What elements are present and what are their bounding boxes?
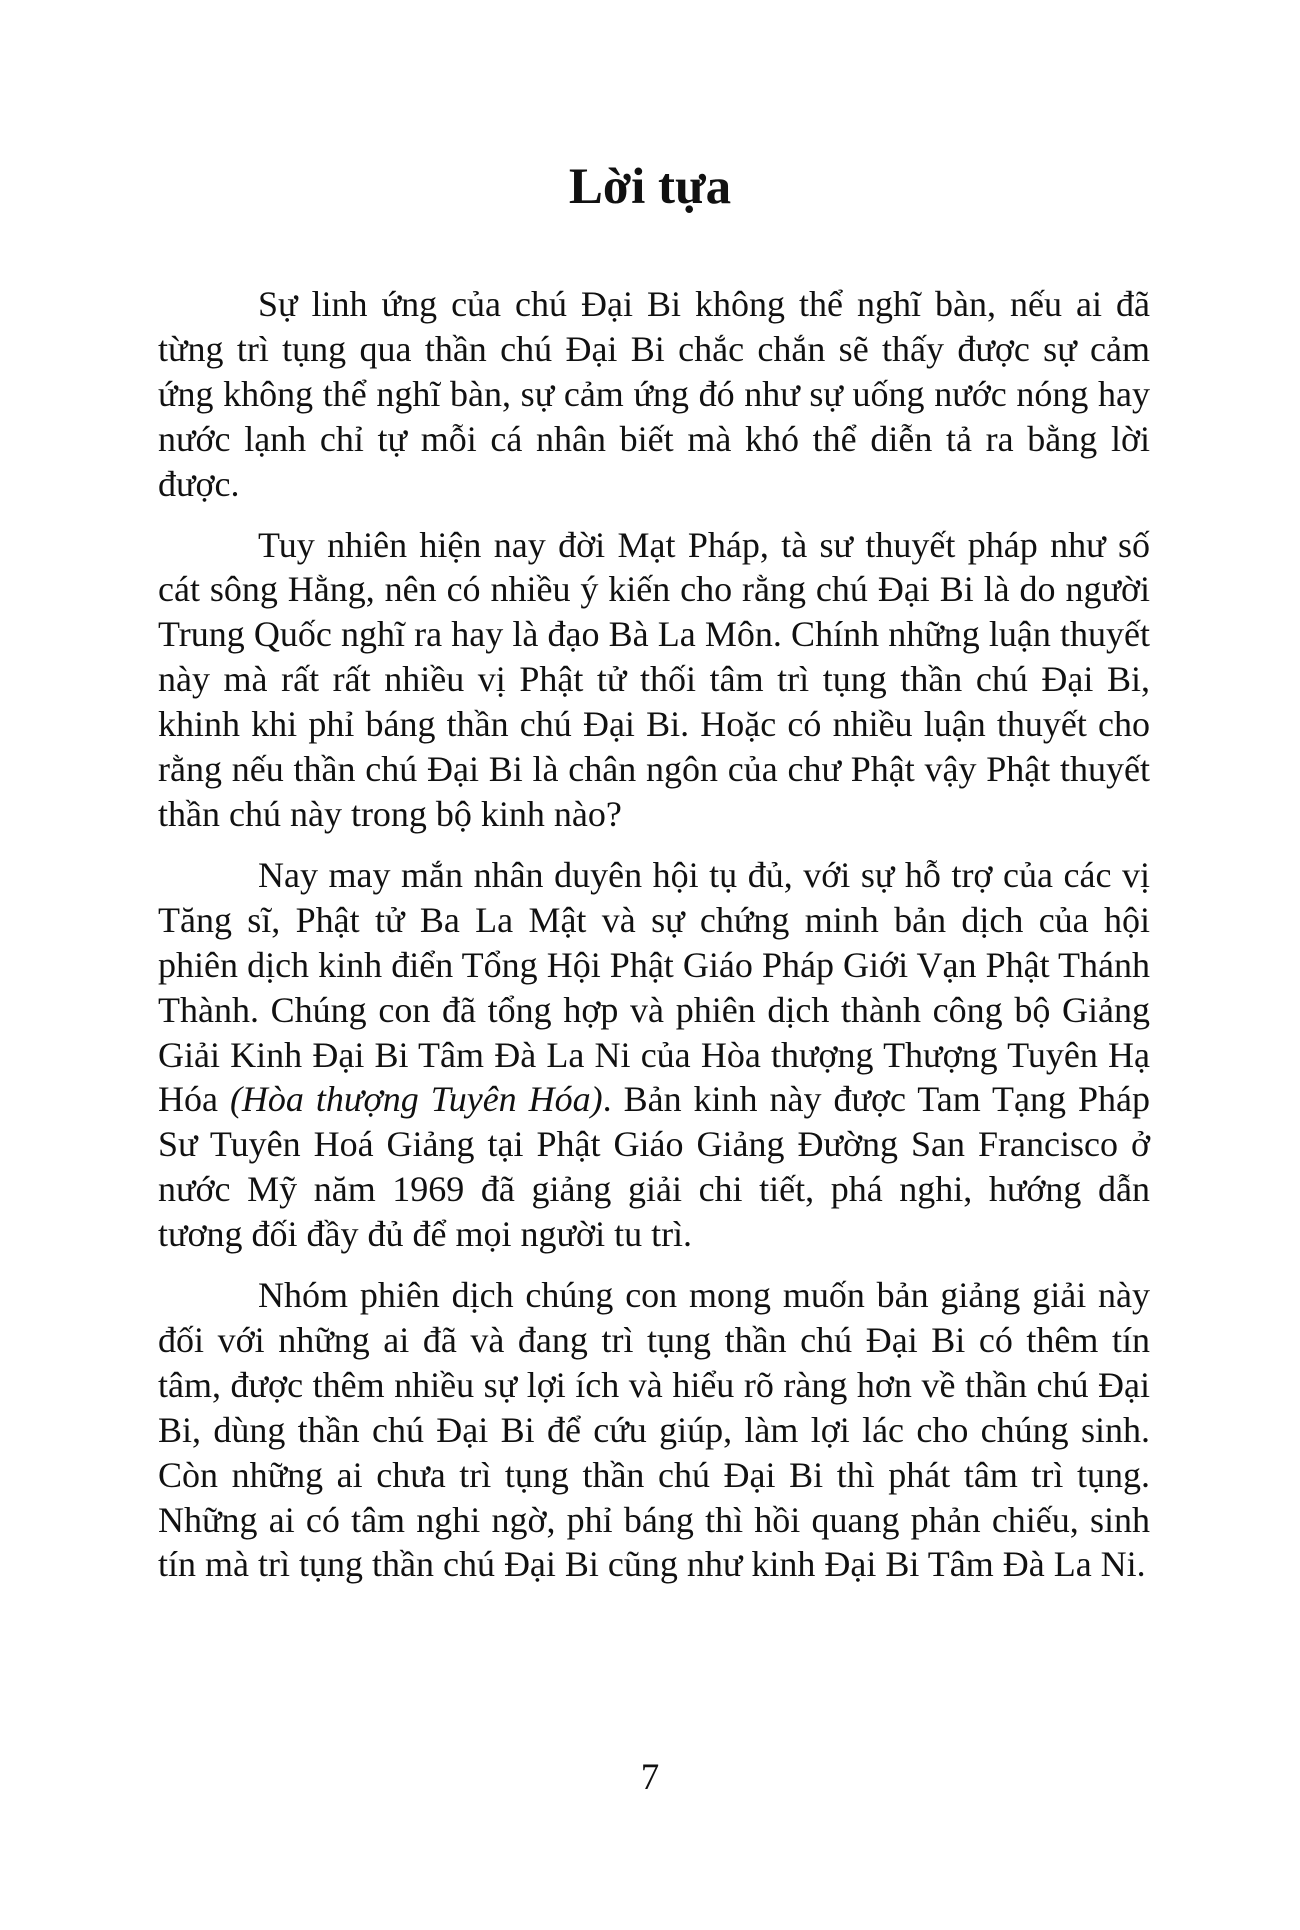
paragraph-text: Tuy nhiên hiện nay đời Mạt Pháp, tà sư thuyết pháp như số cát sông Hằng, nên có nhiều ý kiến cho rằng chú Đại Bi là do người Trung Quốc nghĩ ra hay là đạo Bà La Môn. Chính những luận thuyết này mà rất rất nhiều vị Phật tử thối tâm trì tụng thần chú Đại Bi, khinh khi phỉ báng thần chú Đại Bi. Hoặc có nhiều luận thuyết cho rằng nếu thần chú Đại Bi là chân ngôn của chư Phật vậy Phật thuyết thần chú này trong bộ kinh nào?: [158, 524, 1150, 834]
page-number: 7: [640, 1757, 660, 1798]
paragraph-text: Nhóm phiên dịch chúng con mong muốn bản giảng giải này đối với những ai đã và đang trì tụng thần chú Đại Bi có thêm tín tâm, được thêm nhiều sự lợi ích và hiểu rõ ràng hơn về thần chú Đại Bi, dùng thần chú Đại Bi để cứu giúp, làm lợi lác cho chúng sinh. Còn những ai chưa trì tụng thần chú Đại Bi thì phát tâm trì tụng. Những ai có tâm nghi ngờ, phỉ báng thì hồi quang phản chiếu, sinh tín mà trì tụng thần chú Đại Bi cũng như kinh Đại Bi Tâm Đà La Ni.: [158, 1275, 1150, 1585]
italic-note: (Hòa thượng Tuyên Hóa): [229, 1079, 603, 1120]
body-text: [158, 282, 1150, 1587]
paragraph-1: [158, 282, 1150, 507]
paragraph-text: Sự linh ứng của chú Đại Bi không thể nghĩ bàn, nếu ai đã từng trì tụng qua thần chú Đại Bi chắc chắn sẽ thấy được sự cảm ứng không thể nghĩ bàn, sự cảm ứng đó như sự uống nước nóng hay nước lạnh chỉ tự mỗi cá nhân biết mà khó thể diễn tả ra bằng lời được.: [158, 284, 1150, 504]
paragraph-text-continued: . Bản kinh này được Tam Tạng Pháp Sư Tuyên Hoá Giảng tại Phật Giáo Giảng Đường San Francisco ở nước Mỹ năm 1969 đã giảng giải chi tiết, phá nghi, hướng dẫn tương đối đầy đủ để mọi người tu trì.: [158, 1079, 1150, 1255]
paragraph-4: [158, 1273, 1150, 1587]
page-title: Lời tựa: [568, 159, 732, 215]
paragraph-2: [158, 523, 1150, 837]
paragraph-text: Nay may mắn nhân duyên hội tụ đủ, với sự hỗ trợ của các vị Tăng sĩ, Phật tử Ba La Mật và sự chứng minh bản dịch của hội phiên dịch kinh điển Tổng Hội Phật Giáo Pháp Giới Vạn Phật Thánh Thành. Chúng con đã tổng hợp và phiên dịch thành công bộ Giảng Giải Kinh Đại Bi Tâm Đà La Ni của Hòa thượng Thượng Tuyên Hạ Hóa: [158, 854, 1150, 1120]
paragraph-3: [158, 853, 1150, 1257]
